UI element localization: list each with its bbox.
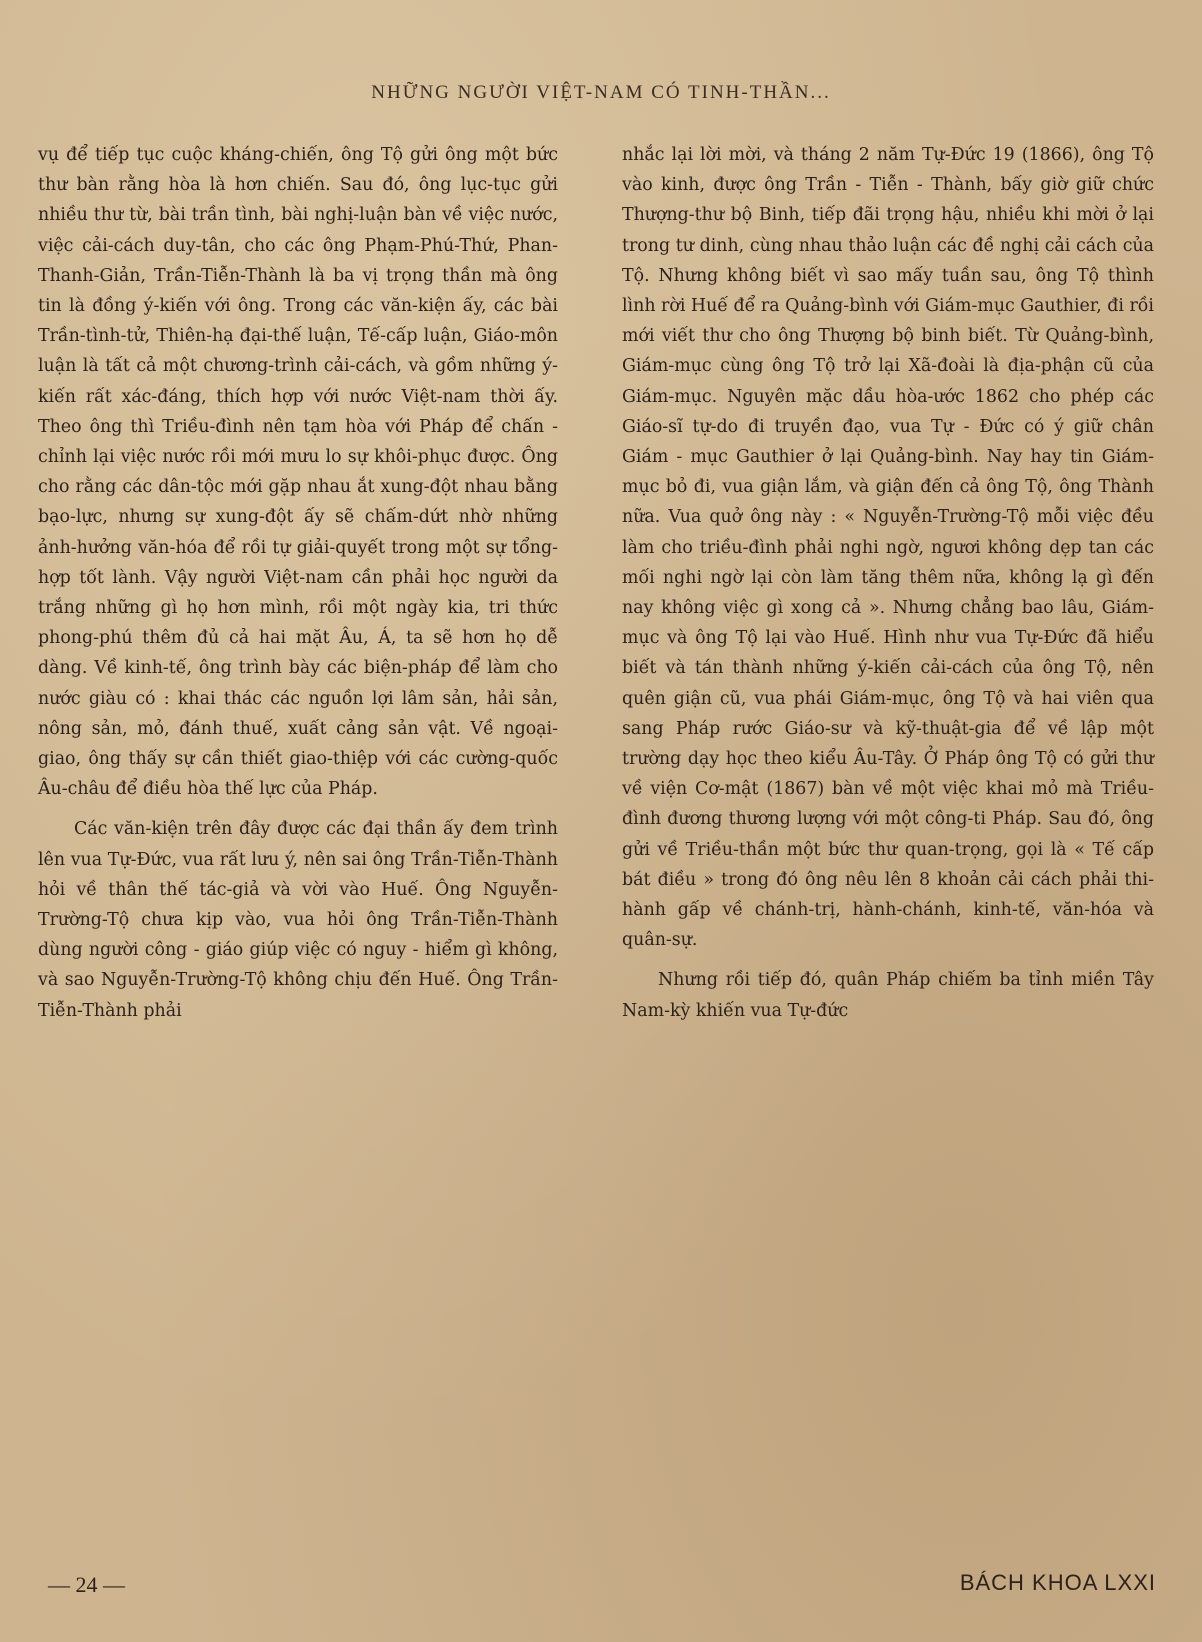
right-paragraph-2: Nhưng rồi tiếp đó, quân Pháp chiếm ba tỉnh miền Tây Nam-kỳ khiến vua Tự-đức — [622, 970, 1154, 1021]
page-number: — 24 — — [48, 1572, 125, 1597]
left-paragraph-1: vụ để tiếp tục cuộc kháng-chiến, ông Tộ gửi ông một bức thư bàn rằng hòa là hơn chiến. Sau đó, ông lục-tục gửi nhiều thư từ, bài trần tình, bài nghị-luận bàn về việc nước, việc cải-cách duy-tân, cho các ông Phạm-Phú-Thứ, Phan-Thanh-Giản, Trần-Tiễn-Thành là ba vị trọng thần mà ông tin là đồng ý-kiến với ông. Trong các văn-kiện ấy, các bài Trần-tình-tử, Thiên-hạ đại-thế luận, Tế-cấp luận, Giáo-môn luận là tất cả một chương-trình cải-cách, và gồm những ý-kiến rất xác-đáng, thích hợp với nước Việt-nam thời ấy. Theo ông thì Triều-đình nên tạm hòa với Pháp để chấn - chỉnh lại việc nước rồi mới mưu lo sự khôi-phục được. Ông cho rằng các dân-tộc mới gặp nhau ắt xung-đột nhau bằng bạo-lực, nhưng sự xung-đột ấy sẽ chấm-dứt nhờ những ảnh-hưởng văn-hóa để rồi tự giải-quyết trong một sự tổng-hợp tốt lành. Vậy người Việt-nam cần phải học người da trắng những gì họ hơn mình, rồi một ngày kia, tri thức phong-phú thêm đủ cả hai mặt Âu, Á, ta sẽ hơn họ dễ dàng. Về kinh-tế, ông trình bày các biện-pháp để làm cho nước giàu có : khai thác các nguồn lợi lâm sản, hải sản, nông sản, mỏ, đánh thuế, xuất cảng sản vật. Về ngoại-giao, ông thấy sự cần thiết giao-thiệp với các cường-quốc Âu-châu để điều hòa thế lực của Pháp. — [38, 145, 558, 800]
publication-name: BÁCH KHOA LXXI — [959, 1570, 1156, 1595]
running-header: NHỮNG NGƯỜI VIỆT-NAM CÓ TINH-THẦN... — [371, 82, 831, 103]
right-paragraph-1: nhắc lại lời mời, và tháng 2 năm Tự-Đức 19 (1866), ông Tộ vào kinh, được ông Trần - Tiễn - Thành, bấy giờ giữ chức Thượng-thư bộ Binh, tiếp đãi trọng hậu, nhiều khi mời ở lại trong tư dinh, cùng nhau thảo luận các đề nghị cải cách của Tộ. Nhưng không biết vì sao mấy tuần sau, ông Tộ thình lình rời Huế để ra Quảng-bình với Giám-mục Gauthier, đi rồi mới viết thư cho ông Thượng bộ binh biết. Từ Quảng-bình, Giám-mục cùng ông Tộ trở lại Xã-đoài là địa-phận cũ của Giám-mục. Nguyên mặc dầu hòa-ước 1862 cho phép các Giáo-sĩ tự-do đi truyền đạo, vua Tự - Đức có ý giữ chân Giám - mục Gauthier ở lại Quảng-bình. Nay hay tin Giám-mục bỏ đi, vua giận lắm, và giận đến cả ông Tộ, ông Thành nữa. Vua quở ông này : « Nguyễn-Trường-Tộ mỗi việc đều làm cho triều-đình phải nghi ngờ, ngươi không dẹp tan các mối nghi ngờ lại còn làm tăng thêm nữa, không lạ gì đến nay không việc gì xong cả ». Nhưng chẳng bao lâu, Giám-mục và ông Tộ lại vào Huế. Hình như vua Tự-Đức đã hiểu biết và tán thành những ý-kiến cải-cách của ông Tộ, nên quên giận cũ, vua phái Giám-mục, ông Tộ và hai viên qua sang Pháp rước Giáo-sư và kỹ-thuật-gia để về lập một trường dạy học theo kiểu Âu-Tây. Ở Pháp ông Tộ có gửi thư về viện Cơ-mật (1867) bàn về một việc khai mỏ mà Triều-đình đương thương lượng với một công-ti Pháp. Sau đó, ông gửi về Triều-thần một bức thư quan-trọng, gọi là « Tế cấp bát điều » trong đó ông nêu lên 8 khoản cải cách phải thi-hành gấp về chánh-trị, hành-chánh, kinh-tế, văn-hóa và quân-sự. — [622, 145, 1154, 951]
right-column — [622, 140, 1154, 1026]
left-column — [38, 140, 558, 1026]
left-paragraph-2: Các văn-kiện trên đây được các đại thần ấy đem trình lên vua Tự-Đức, vua rất lưu ý, nên sai ông Trần-Tiễn-Thành hỏi về thân thế tác-giả và vời vào Huế. Ông Nguyễn-Trường-Tộ chưa kịp vào, vua hỏi ông Trần-Tiễn-Thành dùng người công - giáo giúp việc có nguy - hiểm gì không, và sao Nguyễn-Trường-Tộ không chịu đến Huế. Ông Trần-Tiễn-Thành phải — [38, 819, 558, 1021]
